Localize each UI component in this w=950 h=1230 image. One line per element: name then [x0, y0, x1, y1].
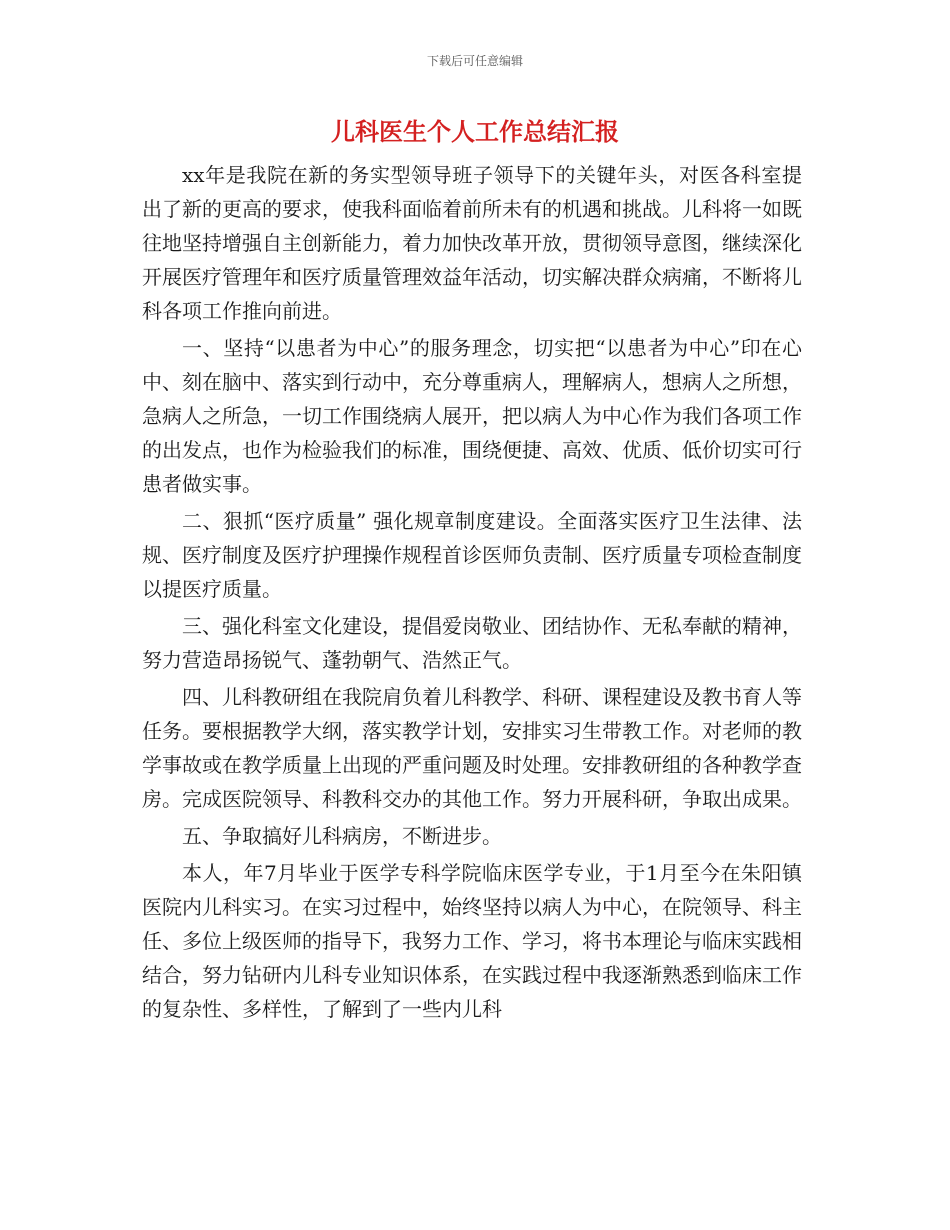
document-body	[142, 158, 802, 1029]
page-header: 下载后可任意编辑	[426, 54, 523, 68]
paragraph-section-2: 二、狠抓“医疗质量” 强化规章制度建设。全面落实医疗卫生法律、法规、医疗制度及医疗护理操作规程首诊医师负责制、医疗质量专项检查制度以提医疗质量。	[142, 509, 802, 601]
document-title: 儿科医生个人工作总结汇报	[331, 118, 619, 146]
paragraph-section-3: 三、强化科室文化建设，提倡爱岗敬业、团结协作、无私奉献的精神，努力营造昂扬锐气、蓬勃朝气、浩然正气。	[142, 614, 802, 672]
paragraph-section-1: 一、坚持“以患者为中心”的服务理念，切实把“以患者为中心”印在心中、刻在脑中、落实到行动中，充分尊重病人，理解病人，想病人之所想，急病人之所急，一切工作围绕病人展开，把以病人为中心作为我们各项工作的出发点，也作为检验我们的标准，围绕便捷、高效、优质、低价切实可行患者做实事。	[142, 336, 802, 496]
paragraph-section-5: 五、争取搞好儿科病房，不断进步。	[182, 824, 502, 848]
paragraph-intro: xx年是我院在新的务实型领导班子领导下的关键年头，对医各科室提出了新的更高的要求，使我科面临着前所未有的机遇和挑战。儿科将一如既往地坚持增强自主创新能力，着力加快改革开放，贯彻领导意图，继续深化开展医疗管理年和医疗质量管理效益年活动，切实解决群众病痛，不断将儿科各项工作推向前进。	[142, 163, 802, 323]
paragraph-personal: 本人，年7月毕业于医学专科学院临床医学专业，于1月至今在朱阳镇医院内儿科实习。在实习过程中，始终坚持以病人为中心，在院领导、科主任、多位上级医师的指导下，我努力工作、学习，将书本理论与临床实践相结合，努力钻研内儿科专业知识体系，在实践过程中我逐渐熟悉到临床工作的复杂性、多样性，了解到了一些内儿科	[142, 861, 802, 1021]
paragraph-section-4: 四、儿科教研组在我院肩负着儿科教学、科研、课程建设及教书育人等任务。要根据教学大纲，落实教学计划，安排实习生带教工作。对老师的教学事故或在教学质量上出现的严重问题及时处理。安排教研组的各种教学查房。完成医院领导、科教科交办的其他工作。努力开展科研，争取出成果。	[142, 685, 802, 811]
